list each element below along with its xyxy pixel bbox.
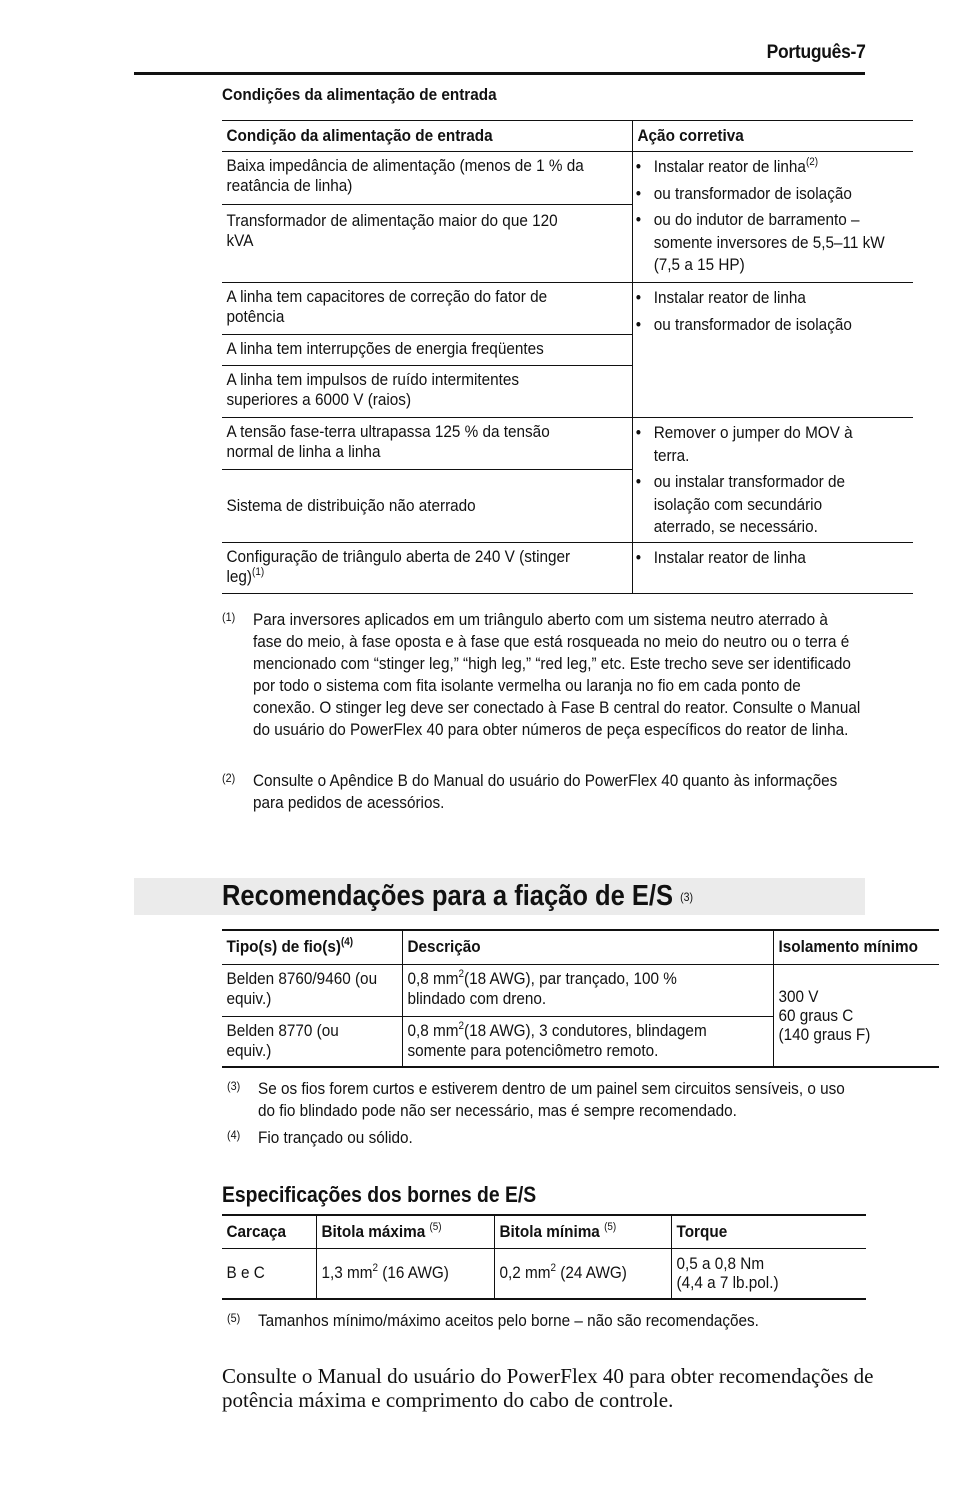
insulation-cell: 300 V 60 graus C (140 graus F) (778, 986, 871, 1044)
list-item: • Instalar reator de linha (633, 547, 885, 570)
section-title: Recomendações para a fiação de E/S $^{(3)}$ (222, 880, 694, 912)
wire-type-cell: Belden 8770 (ou equiv.) (222, 1016, 403, 1067)
page-number: Português-7 (767, 42, 866, 63)
column-header: Tipo(s) de $fio(s)^{(4)}$ (222, 930, 403, 964)
description-cell: 0,8 $mm^2(18$ AWG), par trançado, 100 % blindado com dreno. (403, 964, 774, 1016)
column-header: Condição da alimentação de entrada (222, 121, 633, 152)
condition-cell: Sistema de distribuição não aterrado (222, 470, 633, 543)
list-item: • ou transformador de isolação (633, 314, 885, 337)
condition-cell: A tensão fase-terra ultrapassa 125 % da tensão normal de linha a linha (222, 418, 633, 470)
min-gauge-cell: 0,2 $mm^2$ (24 AWG) (494, 1248, 671, 1299)
subsection-title: Especificações dos bornes de E/S (222, 1182, 537, 1207)
terminal-specs-table (222, 1214, 866, 1300)
input-conditions-table (222, 120, 913, 594)
condition-cell: Baixa impedância de alimentação (menos de 1 % da reatância de linha) (222, 152, 633, 205)
input-conditions-title: Condições da alimentação de entrada (222, 85, 497, 104)
list-item: • Instalar reator de linha (633, 287, 885, 310)
list-item: • Instalar reator de linha$^{(2)}$ (633, 156, 885, 179)
table-row (222, 1248, 866, 1299)
condition-cell: Transformador de alimentação maior do que 120 kVA (222, 205, 633, 283)
list-item: • Remover o jumper do MOV à terra. (633, 422, 876, 467)
condition-cell: A linha tem interrupções de energia freqüentes (222, 335, 633, 366)
table-row (222, 964, 939, 1016)
column-header: Bitola mínima $^{(5)}$ (494, 1215, 671, 1248)
io-wiring-table (222, 929, 939, 1068)
action-cell (633, 152, 914, 283)
table-row (222, 543, 913, 594)
max-gauge-cell: 1,3 $mm^2$ (16 AWG) (316, 1248, 494, 1299)
description-cell: 0,8 $mm^2(18$ AWG), 3 condutores, blindagem somente para potenciômetro remoto. (403, 1016, 774, 1067)
condition-cell: A linha tem impulsos de ruído intermitentes superiores a 6000 V (raios) (222, 366, 633, 418)
action-cell (633, 283, 914, 418)
condition-cell: Configuração de triângulo aberta de 240 V (stinger leg)$^{(1)}$ (222, 543, 633, 594)
list-item: • ou do indutor de barramento – somente inversores de 5,5–11 kW (7,5 a 15 HP) (633, 209, 885, 277)
wire-type-cell: Belden 8760/9460 (ou equiv.) (222, 964, 403, 1016)
action-cell (633, 543, 914, 594)
table-row (222, 152, 913, 205)
column-header: Bitola máxima $^{(5)}$ (316, 1215, 494, 1248)
action-cell (633, 418, 914, 543)
column-header: Descrição (403, 930, 774, 964)
table-header-row (222, 121, 913, 152)
condition-cell: A linha tem capacitores de correção do fator de potência (222, 283, 633, 335)
header-rule (134, 72, 865, 75)
table-row (222, 283, 913, 335)
closing-paragraph: Consulte o Manual do usuário do PowerFlex 40 para obter recomendações de potência máxima e comprimento do cabo de controle. (222, 1364, 874, 1412)
table-header-row (222, 1215, 866, 1248)
column-header: Isolamento mínimo (778, 937, 918, 957)
list-item: • ou transformador de isolação (633, 183, 885, 206)
column-header: Ação corretiva (637, 126, 744, 145)
list-item: • ou instalar transformador de isolação com secundário aterrado, se necessário. (633, 471, 876, 539)
frame-cell: B e C (222, 1248, 316, 1299)
table-row (222, 418, 913, 470)
column-header: Torque (676, 1221, 727, 1241)
table-header-row (222, 930, 939, 964)
torque-cell: 0,5 a 0,8 Nm (4,4 a 7 lb.pol.) (676, 1254, 779, 1293)
column-header: Carcaça (222, 1215, 316, 1248)
